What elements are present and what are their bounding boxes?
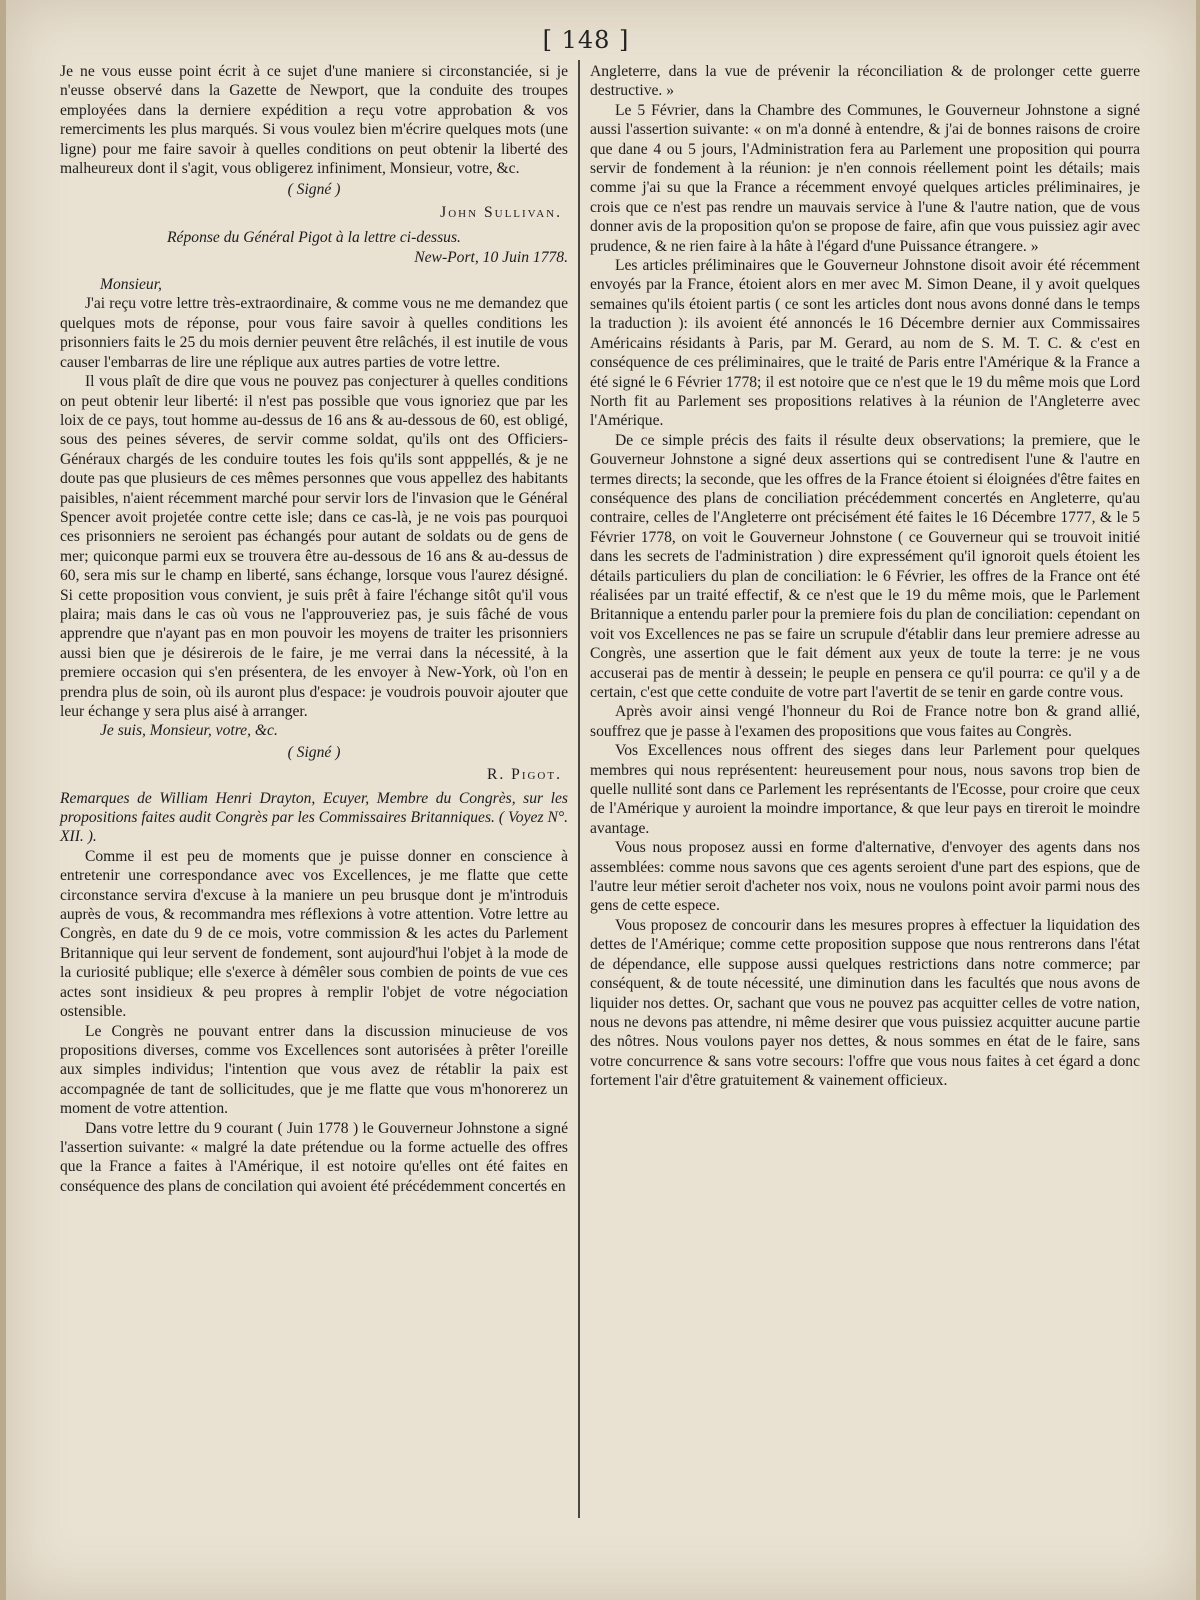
right-paragraph-3: Les articles préliminaires que le Gouverneur Johnstone disoit avoir été récemment envoyés par la France, étoient alors en mer avec M. Simon Deane, il y avoit quelques semaines qu'ils étoient partis ( ce sont les articles dont nous avons donné dans le temps la traduction ): ils avoient été annoncés le 16 Décembre dernier aux Commissaires Américains résidants à Paris, par M. Gerard, au nom de S. M. T. C. & c'est en conséquence de ces préliminaires, que le traité de Paris entre l'Amérique & la France a été signé le 6 Février 1778; il est notoire que ce n'est que le 19 du même mois que Lord North fit au Parlement ses propositions relatives à la réunion de l'Angleterre avec l'Amérique.: [590, 257, 1140, 430]
right-paragraph-7: Vous nous proposez aussi en forme d'alternative, d'envoyer des agents dans nos assemblées: comme nous savons que ces agents seroient d'une part des espions, que de l'autre leur métier seroit d'acheter nos voix, nous ne voulons point avoir parmi nous des gens de cette espece.: [590, 839, 1140, 915]
remarks-paragraph-2: Le Congrès ne pouvant entrer dans la discussion minucieuse de vos propositions diverses, comme vos Excellences sont autorisées à prêter l'oreille aux simples individus; l'intention que vous avez de rétablir la paix est accompagnée de tant de sollicitudes, que je me flatte que vous m'honorerez un moment de votre attention.: [60, 1022, 568, 1118]
right-paragraph-1: Angleterre, dans la vue de prévenir la réconciliation & de prolonger cette guerre destructive. »: [590, 63, 1140, 100]
salutation: Monsieur,: [100, 276, 162, 294]
signature-sullivan: John Sullivan.: [440, 203, 562, 221]
right-paragraph-4: De ce simple précis des faits il résulte deux observations; la premiere, que le Gouverneur Johnstone a signé deux assertions qui se contredisent l'une & l'autre en termes directs; la seconde, que les offres de la France étoient si éloignées d'être faites en conséquence des plans de conciliation précédemment concertés en Angleterre, qu'au contraire, celles de l'Angleterre ont précisément été faites le 16 Décembre 1777, & le 5 Février 1778, on voit le Gouverneur Johnstone ( ce Gouverneur qui se trouvoit initié dans les secrets de l'administration ) dire expressément qu'il ignoroit quels étoient les détails particuliers du plan de conciliation: le 6 Février, les offres de la France ont été réalisées par un traité effectif, & ce n'est que le 19 du même mois, que le Parlement Britannique a entendu parler pour la premiere fois du plan de conciliation: cependant on voit vos Excellences ne pas se faire un scrupule d'établir dans leur premiere adresse au Congrès, une assertion que le fait dément aux yeux de toute la terre: je ne vous accuserai pas de mentir à dessein; le peuple en pensera ce qu'il pourra: ce qu'il y a de certain, c'est que cette conduite de votre part l'avertit de se tenir en garde contre vous.: [590, 431, 1140, 701]
right-paragraph-5: Après avoir ainsi vengé l'honneur du Roi de France notre bon & grand allié, souffrez que je passe à l'examen des propositions que vous faites au Congrès.: [590, 703, 1140, 740]
letter-ending-paragraph: Je ne vous eusse point écrit à ce sujet d'une maniere si circonstanciée, si je n'eusse observé dans la Gazette de Newport, que la conduite des troupes employées dans la derniere expédition a reçu votre approbation & vos remerciments les plus marqués. Si vous voulez bien m'écrire quelques mots (une ligne) pour me faire savoir à quelles conditions on peut obtenir la liberté des malheureux dont il s'agit, vous obligerez infiniment, Monsieur, votre, &c.: [60, 63, 568, 178]
right-paragraph-2: Le 5 Février, dans la Chambre des Communes, le Gouverneur Johnstone a signé aussi l'assertion suivante: « on m'a donné à entendre, & j'ai de bonnes raisons de croire que dane 4 ou 5 jours, l'Administration fera au Parlement une proposition qui pourra servir de fondement à la réunion: je n'en connois réellement point les détails; mais comme j'ai su que la France a récemment envoyé quelques articles préliminaires, je crois que ce n'est pas rendre un mauvais service à l'une & l'autre nation, que de vous donner avis de la proposition qu'on se propose de faire, afin que vous puissiez agir avec prudence, & ne rien faire à la hâte à l'égard d'une Puissance étrangere. »: [590, 101, 1140, 255]
remarks-paragraph-1: Comme il est peu de moments que je puisse donner en conscience à entretenir une correspondance avec vos Excellences, je me flatte que cette circonstance servira d'excuse à la maniere un peu brusque dont je m'introduis auprès de vous, & recommandra mes réflexions à votre attention. Votre lettre au Congrès, en date du 9 de ce mois, votre commission & les actes du Parlement Britannique qui leur servent de fondement, sont aujourd'hui l'objet à la mode de la curiosité publique; elle s'exerce à démêler sous combien de points de vue ces actes sont insidieux & peu propres à remplir l'objet de votre négociation ostensible.: [60, 847, 568, 1021]
dateline: New-Port, 10 Juin 1778.: [414, 248, 568, 266]
signature-pigot: R. Pigot.: [486, 766, 562, 784]
right-paragraph-8: Vous proposez de concourir dans les mesures propres à effectuer la liquidation des dettes de l'Amérique; comme cette proposition suppose que nous rentrerons dans l'état de dépendance, elle suppose aussi quelques restrictions dans notre commerce; par conséquent, & de toute nécessité, une diminution dans les facultés que nous avons de liquider nos dettes. Or, sachant que vous ne pouvez pas acquitter celles de votre nation, nous ne devons pas attendre, ni même desirer que vous puissiez acquitter aucune partie des nôtres. Nous voulons payer nos dettes, & nous sommes en état de le faire, sans votre concurrence & sans votre secours: l'offre que vous nous faites à cet égard a donc fortement l'air d'être gratuitement & vainement officieux.: [590, 916, 1140, 1090]
right-column: [590, 62, 1140, 1091]
printed-page: [6, 0, 1196, 1600]
column-divider: [578, 60, 580, 1518]
left-column: [60, 62, 568, 1196]
page-number: [ 148 ]: [542, 26, 630, 54]
reply-paragraph-1: J'ai reçu votre lettre très-extraordinaire, & comme vous ne me demandez que quelques mots de réponse, pour vous faire savoir à quelles conditions les prisonniers faits le 25 du mois dernier peuvent être relâchés, il est inutile de vous causer l'embarras de lire une réplique aux autres parties de votre lettre.: [60, 295, 568, 371]
reply-heading: Réponse du Général Pigot à la lettre ci-dessus.: [167, 229, 461, 247]
closing-line: Je suis, Monsieur, votre, &c.: [100, 722, 278, 740]
remarks-paragraph-3: Dans votre lettre du 9 courant ( Juin 1778 ) le Gouverneur Johnstone a signé l'assertion suivante: « malgré la date prétendue ou la forme actuelle des offres que la France a faites à l'Amérique, il est notoire qu'elles ont été faites en conséquence des plans de concilation qui avoient été précédemment concertés en: [60, 1119, 568, 1195]
signed-label: ( Signé ): [287, 181, 341, 199]
remarks-heading: Remarques de William Henri Drayton, Ecuyer, Membre du Congrès, sur les propositions faites audit Congrès par les Commissaires Britanniques. ( Voyez N°. XII. ).: [60, 789, 568, 846]
reply-paragraph-2: Il vous plaît de dire que vous ne pouvez pas conjecturer à quelles conditions on peut obtenir leur liberté: il n'est pas possible que vous ignoriez que par les loix de ce pays, tout homme au-dessus de 16 ans & au-dessous de 60, est obligé, sous des peines séveres, de servir comme soldat, qu'ils ont des Officiers-Généraux chargés de les conduire toutes les fois qu'ils sont apppellés, & je ne doute pas que plusieurs de ces mêmes personnes que vous appellez des habitants paisibles, n'aient récemment marché pour servir lors de l'invasion que le Général Spencer avoit projetée contre cette isle; dans ce cas-là, je ne vois pas pourquoi ces prisonniers ne seroient pas échangés pour autant de soldats ou de gens de mer; quiconque parmi eux se trouvera être au-dessous de 16 ans & au-dessus de 60, sera mis sur le champ en liberté, sans échange, lorsque vous l'aurez désigné. Si cette proposition vous convient, je suis prêt à faire l'échange sitôt qu'il vous plaira; mais dans le cas où vous ne l'approuveriez pas, je suis fâché de vous apprendre que n'ayant pas en mon pouvoir les moyens de traiter les prisonniers aussi bien que je désirerois de le faire, je me verrai dans la nécessité, à la premiere occasion qui s'en présentera, de les envoyer à New-York, où l'on en prendra plus de soin, où ils auront plus d'espace: je voudrois pouvoir ajouter que leur échange y sera plus aisé à arranger.: [60, 373, 568, 720]
right-paragraph-6: Vos Excellences nous offrent des sieges dans leur Parlement pour quelques membres qui nous représentent: heureusement pour nous, nous savons trop bien de quelle nullité sont dans ce Parlement les représentants de l'Ecosse, pour croire que ceux de l'Amérique y auroient la moindre importance, & que leur pays en tireroit le moindre avantage.: [590, 742, 1140, 837]
signed-label-2: ( Signé ): [287, 743, 341, 761]
